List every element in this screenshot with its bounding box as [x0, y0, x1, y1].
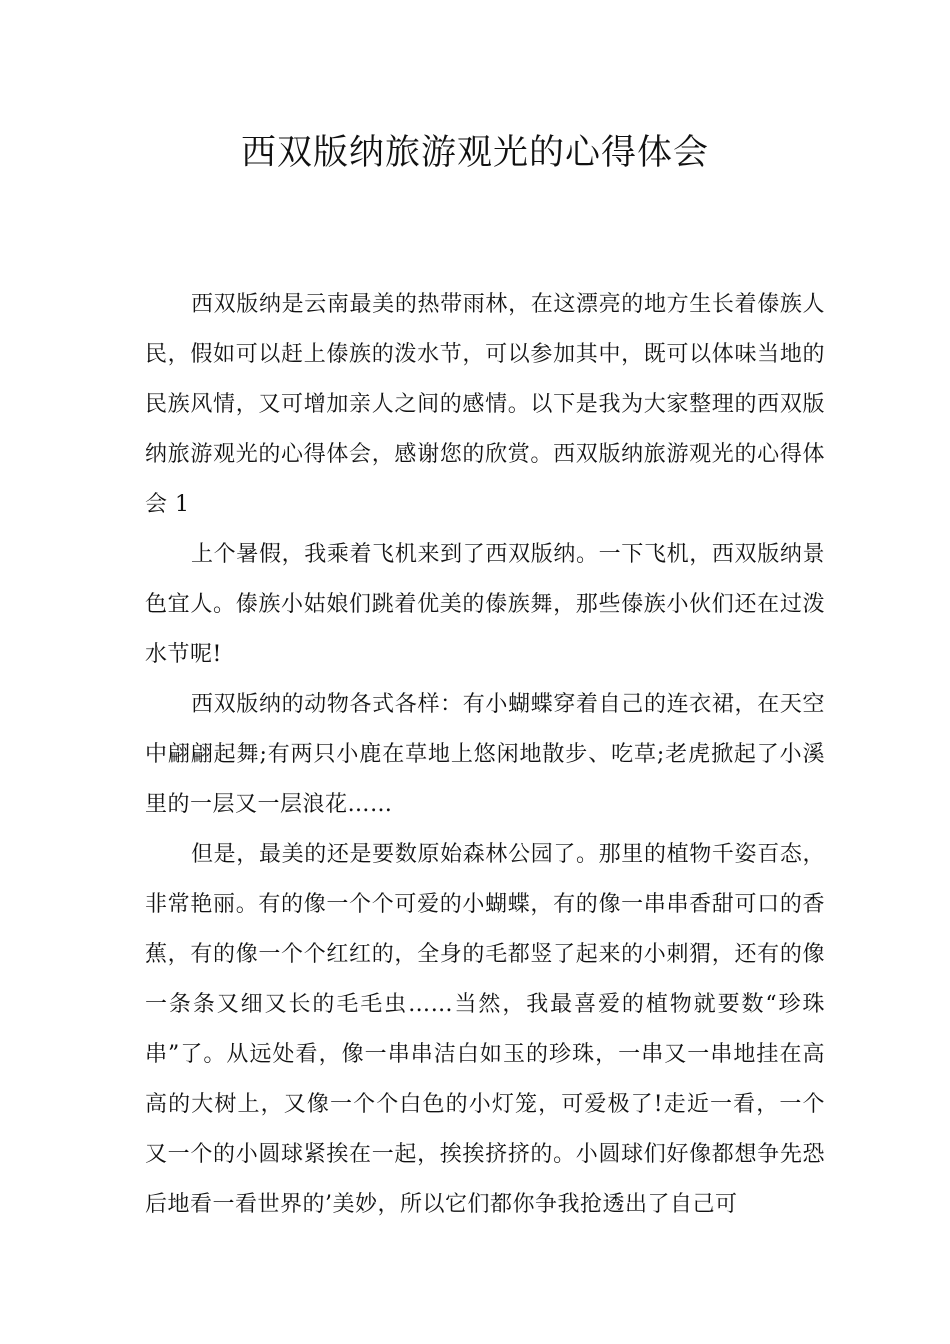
paragraph-forest-park: 但是，最美的还是要数原始森林公园了。那里的植物千姿百态，非常艳丽。有的像一个个可爱的小蝴蝶，有的像一串串香甜可口的香蕉，有的像一个个红红的，全身的毛都竖了起来的小刺猬，还有的像一条条又细又长的毛毛虫……当然，我最喜爱的植物就要数“珍珠串”了。从远处看，像一串串洁白如玉的珍珠，一串又一串地挂在高高的大树上，又像一个个白色的小灯笼，可爱极了!走近一看，一个又一个的小圆球紧挨在一起，挨挨挤挤的。小圆球们好像都想争先恐后地看一看世界的’美妙，所以它们都你争我抢透出了自己可 [145, 842, 825, 1217]
paragraph-arrival: 上个暑假，我乘着飞机来到了西双版纳。一下飞机，西双版纳景色宜人。傣族小姑娘们跳着优美的傣族舞，那些傣族小伙们还在过泼水节呢! [145, 542, 825, 667]
paragraph-animals: 西双版纳的动物各式各样：有小蝴蝶穿着自己的连衣裙，在天空中翩翩起舞;有两只小鹿在草地上悠闲地散步、吃草;老虎掀起了小溪里的一层又一层浪花…… [145, 692, 825, 817]
paragraph-intro: 西双版纳是云南最美的热带雨林，在这漂亮的地方生长着傣族人民，假如可以赶上傣族的泼水节，可以参加其中，既可以体味当地的民族风情，又可增加亲人之间的感情。以下是我为大家整理的西双版纳旅游观光的心得体会，感谢您的欣赏。西双版纳旅游观光的心得体会 1 [145, 292, 825, 517]
page-title: 西双版纳旅游观光的心得体会 [240, 133, 709, 173]
document-body [145, 280, 825, 1230]
